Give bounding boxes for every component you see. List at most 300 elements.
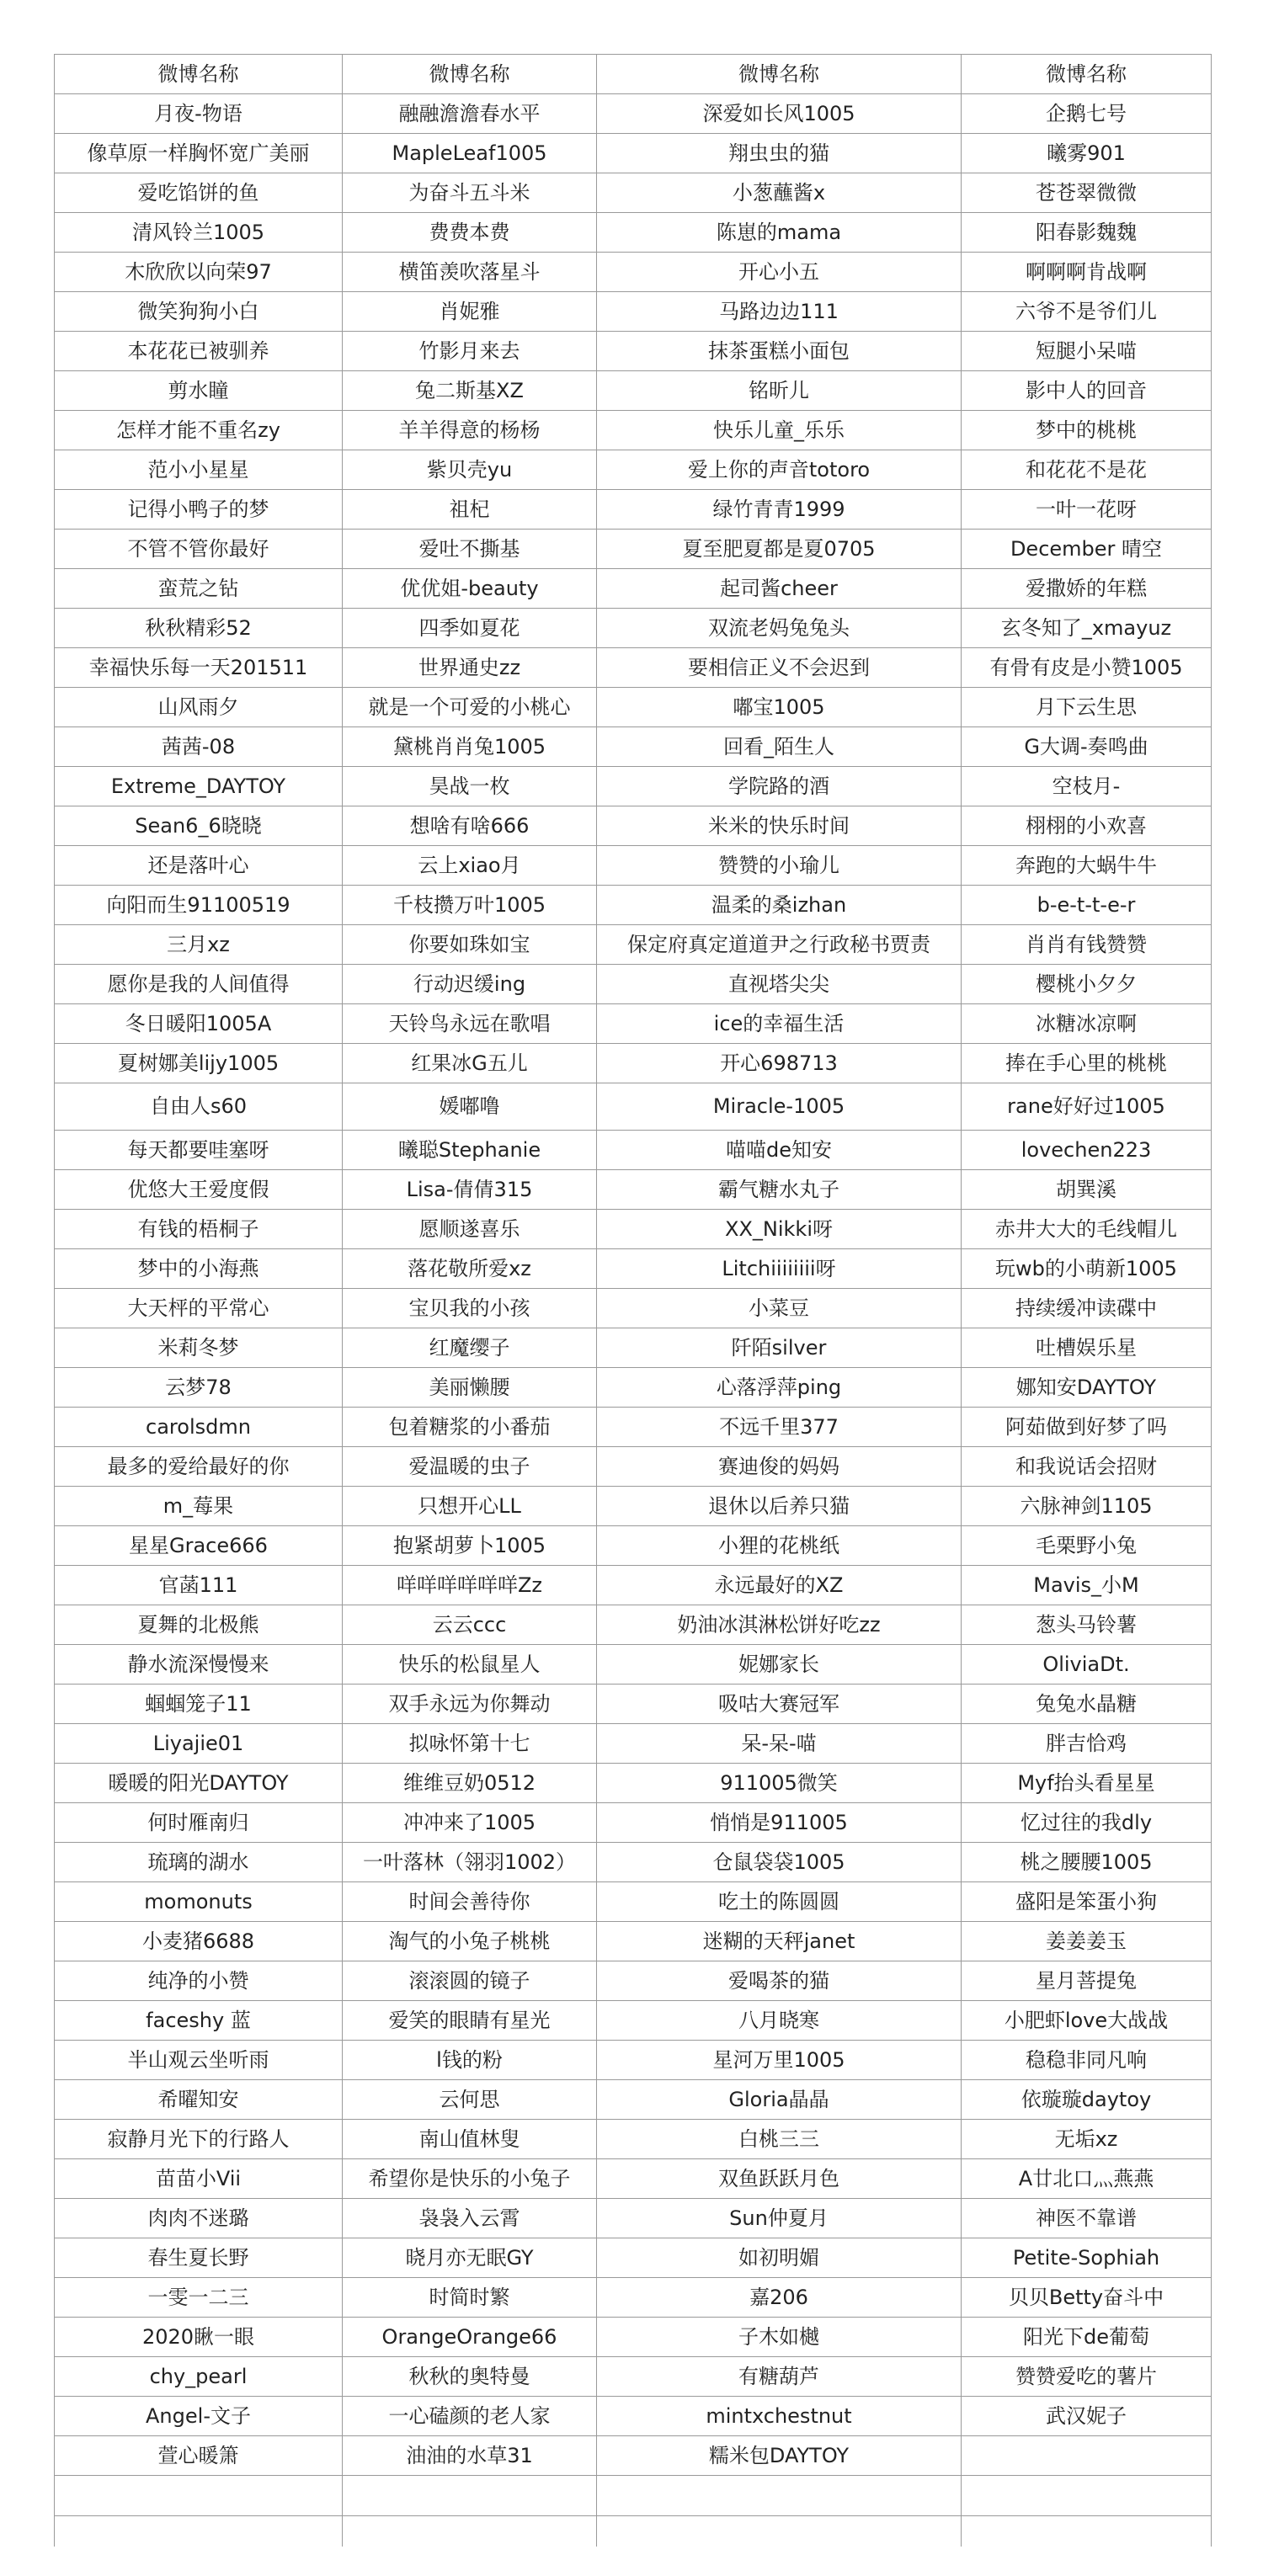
table-cell[interactable]: 一叶一花呀	[962, 490, 1212, 530]
table-row	[55, 2357, 1212, 2397]
table-cell[interactable]: 宝贝我的小孩	[343, 1289, 597, 1328]
table-cell[interactable]: 夏树娜美lijy1005	[55, 1044, 343, 1083]
empty-cell[interactable]	[55, 2516, 343, 2547]
table-cell[interactable]: 天铃鸟永远在歌唱	[343, 1004, 597, 1044]
table-cell[interactable]: 曦雾901	[962, 134, 1212, 173]
table-cell[interactable]: 萱心暖箫	[55, 2436, 343, 2476]
table-cell[interactable]: 剪水瞳	[55, 371, 343, 411]
table-cell[interactable]: 阳春影魏魏	[962, 213, 1212, 253]
table-cell[interactable]: 姜姜姜玉	[962, 1922, 1212, 1961]
table-cell[interactable]: 月下云生思	[962, 688, 1212, 727]
table-cell[interactable]: 吐槽娱乐星	[962, 1328, 1212, 1368]
table-cell[interactable]: 白桃三三	[597, 2120, 962, 2159]
table-cell[interactable]: 秋秋精彩52	[55, 609, 343, 648]
table-cell[interactable]: 毛栗野小兔	[962, 1526, 1212, 1566]
table-cell[interactable]: 和花花不是花	[962, 450, 1212, 490]
table-row	[55, 648, 1212, 688]
table-cell[interactable]: 梦中的桃桃	[962, 411, 1212, 450]
table-cell[interactable]: 祖杞	[343, 490, 597, 530]
table-cell[interactable]	[962, 2436, 1212, 2476]
empty-row	[55, 2476, 1212, 2516]
table-cell[interactable]: 阿茹做到好梦了吗	[962, 1408, 1212, 1447]
table-cell[interactable]: 有骨有皮是小赞1005	[962, 648, 1212, 688]
table-cell[interactable]: 短腿小呆喵	[962, 332, 1212, 371]
table-cell[interactable]: lovechen223	[962, 1131, 1212, 1170]
table-cell[interactable]: 为奋斗五斗米	[343, 173, 597, 213]
table-cell[interactable]: 夏舞的北极熊	[55, 1605, 343, 1645]
table-cell[interactable]: 云何思	[343, 2080, 597, 2120]
table-cell[interactable]: 铭昕儿	[597, 371, 962, 411]
table-cell[interactable]: 奔跑的大蜗牛牛	[962, 846, 1212, 886]
table-cell[interactable]: rane好好过1005	[962, 1083, 1212, 1131]
table-cell[interactable]: 爱吃馅饼的鱼	[55, 173, 343, 213]
table-cell[interactable]: 行动迟缓ing	[343, 965, 597, 1004]
table-cell[interactable]: 冬日暖阳1005A	[55, 1004, 343, 1044]
table-row	[55, 173, 1212, 213]
table-cell[interactable]: 抱紧胡萝卜1005	[343, 1526, 597, 1566]
table-row	[55, 1004, 1212, 1044]
table-row	[55, 1044, 1212, 1083]
column-header: 微博名称	[55, 55, 343, 94]
table-cell[interactable]: 冰糖冰凉啊	[962, 1004, 1212, 1044]
table-cell[interactable]: 愿顺遂喜乐	[343, 1210, 597, 1249]
table-cell[interactable]: 爱吐不撕基	[343, 530, 597, 569]
table-cell[interactable]: 袅袅入云霄	[343, 2199, 597, 2238]
table-cell[interactable]: 吃土的陈圆圆	[597, 1882, 962, 1922]
table-row	[55, 1249, 1212, 1289]
table-cell[interactable]: 咩咩咩咩咩咩Zz	[343, 1566, 597, 1605]
table-cell[interactable]: Miracle-1005	[597, 1083, 962, 1131]
table-cell[interactable]: 世界通史zz	[343, 648, 597, 688]
table-cell[interactable]: 一心磕颜的老人家	[343, 2397, 597, 2436]
table-row	[55, 1083, 1212, 1131]
table-cell[interactable]: 夏至肥夏都是夏0705	[597, 530, 962, 569]
table-cell[interactable]: 你要如珠如宝	[343, 925, 597, 965]
table-cell[interactable]: 玄冬知了_xmayuz	[962, 609, 1212, 648]
table-row	[55, 1882, 1212, 1922]
table-row	[55, 490, 1212, 530]
table-row	[55, 1487, 1212, 1526]
table-cell[interactable]: 开心698713	[597, 1044, 962, 1083]
table-cell[interactable]: 空枝月-	[962, 767, 1212, 806]
table-cell[interactable]: 陈崽的mama	[597, 213, 962, 253]
table-cell[interactable]: 本花花已被驯养	[55, 332, 343, 371]
table-cell[interactable]: 奶油冰淇淋松饼好吃zz	[597, 1605, 962, 1645]
table-cell[interactable]: 蝈蝈笼子11	[55, 1685, 343, 1724]
empty-cell[interactable]	[962, 2476, 1212, 2516]
empty-cell[interactable]	[597, 2516, 962, 2547]
table-cell[interactable]: 每天都要哇塞呀	[55, 1131, 343, 1170]
table-cell[interactable]: 优悠大王爱度假	[55, 1170, 343, 1210]
table-cell[interactable]: 啊啊啊肯战啊	[962, 253, 1212, 292]
header-row	[55, 55, 1212, 94]
table-cell[interactable]: 春生夏长野	[55, 2238, 343, 2278]
table-row	[55, 1131, 1212, 1170]
table-cell[interactable]: 山风雨夕	[55, 688, 343, 727]
table-cell[interactable]: 起司酱cheer	[597, 569, 962, 609]
column-header: 微博名称	[597, 55, 962, 94]
table-cell[interactable]: 深爱如长风1005	[597, 94, 962, 134]
table-cell[interactable]: 落花敬所爱xz	[343, 1249, 597, 1289]
table-row	[55, 2318, 1212, 2357]
table-cell[interactable]: 千枝攒万叶1005	[343, 886, 597, 925]
table-cell[interactable]: 糯米包DAYTOY	[597, 2436, 962, 2476]
table-cell[interactable]: 胡巽溪	[962, 1170, 1212, 1210]
table-cell[interactable]: 马路边边111	[597, 292, 962, 332]
table-cell[interactable]: 爱上你的声音totoro	[597, 450, 962, 490]
table-cell[interactable]: XX_Nikki呀	[597, 1210, 962, 1249]
table-cell[interactable]: OrangeOrange66	[343, 2318, 597, 2357]
table-cell[interactable]: 梦中的小海燕	[55, 1249, 343, 1289]
empty-cell[interactable]	[343, 2476, 597, 2516]
table-cell[interactable]: 记得小鸭子的梦	[55, 490, 343, 530]
spreadsheet	[54, 54, 1211, 2547]
table-cell[interactable]: 学院路的酒	[597, 767, 962, 806]
table-cell[interactable]: 微笑狗狗小白	[55, 292, 343, 332]
table-cell[interactable]: Litchiiiiiiii呀	[597, 1249, 962, 1289]
empty-cell[interactable]	[343, 2516, 597, 2547]
table-cell[interactable]: A廿北口灬燕燕	[962, 2159, 1212, 2199]
table-cell[interactable]: 苍苍翠微微	[962, 173, 1212, 213]
table-row	[55, 1685, 1212, 1724]
table-row	[55, 213, 1212, 253]
table-row	[55, 2120, 1212, 2159]
table-cell[interactable]: 寂静月光下的行路人	[55, 2120, 343, 2159]
table-cell[interactable]: 愿你是我的人间值得	[55, 965, 343, 1004]
table-cell[interactable]: 媛嘟噜	[343, 1083, 597, 1131]
table-cell[interactable]: 赛迪俊的妈妈	[597, 1447, 962, 1487]
table-cell[interactable]: 如初明媚	[597, 2238, 962, 2278]
table-cell[interactable]: 绿竹青青1999	[597, 490, 962, 530]
table-cell[interactable]: carolsdmn	[55, 1408, 343, 1447]
table-cell[interactable]: 羊羊得意的杨杨	[343, 411, 597, 450]
table-cell[interactable]: 维维豆奶0512	[343, 1764, 597, 1803]
table-cell[interactable]: 喵喵de知安	[597, 1131, 962, 1170]
table-cell[interactable]: 只想开心LL	[343, 1487, 597, 1526]
column-header: 微博名称	[962, 55, 1212, 94]
table-cell[interactable]: 还是落叶心	[55, 846, 343, 886]
table-cell[interactable]: 樱桃小夕夕	[962, 965, 1212, 1004]
table-row	[55, 1922, 1212, 1961]
table-cell[interactable]: Lisa-倩倩315	[343, 1170, 597, 1210]
table-cell[interactable]: Mavis_小M	[962, 1566, 1212, 1605]
table-cell[interactable]: MapleLeaf1005	[343, 134, 597, 173]
table-cell[interactable]: 星月菩提兔	[962, 1961, 1212, 2001]
empty-cell[interactable]	[55, 2476, 343, 2516]
table-cell[interactable]: 苗苗小Vii	[55, 2159, 343, 2199]
table-cell[interactable]: 融融澹澹春水平	[343, 94, 597, 134]
table-row	[55, 1803, 1212, 1843]
table-cell[interactable]: 阳光下de葡萄	[962, 2318, 1212, 2357]
table-cell[interactable]: 兔二斯基XZ	[343, 371, 597, 411]
table-cell[interactable]: 吸咕大赛冠军	[597, 1685, 962, 1724]
table-cell[interactable]: 影中人的回音	[962, 371, 1212, 411]
table-cell[interactable]: 一雯一二三	[55, 2278, 343, 2318]
weibo-name-table	[54, 54, 1212, 2547]
table-cell[interactable]: 娜知安DAYTOY	[962, 1368, 1212, 1408]
table-cell[interactable]: 冲冲来了1005	[343, 1803, 597, 1843]
table-cell[interactable]: 2020瞅一眼	[55, 2318, 343, 2357]
table-cell[interactable]: 拟咏怀第十七	[343, 1724, 597, 1764]
table-cell[interactable]: Angel-文子	[55, 2397, 343, 2436]
table-cell[interactable]: 竹影月来去	[343, 332, 597, 371]
table-cell[interactable]: 双手永远为你舞动	[343, 1685, 597, 1724]
empty-row	[55, 2516, 1212, 2547]
table-cell[interactable]: 费费本费	[343, 213, 597, 253]
table-cell[interactable]: 要相信正义不会迟到	[597, 648, 962, 688]
table-cell[interactable]: 最多的爱给最好的你	[55, 1447, 343, 1487]
table-cell[interactable]: 退休以后养只猫	[597, 1487, 962, 1526]
table-row	[55, 1289, 1212, 1328]
table-row	[55, 2001, 1212, 2041]
table-cell[interactable]: 曦聪Stephanie	[343, 1131, 597, 1170]
table-cell[interactable]: 永远最好的XZ	[597, 1566, 962, 1605]
table-cell[interactable]: Petite-Sophiah	[962, 2238, 1212, 2278]
table-cell[interactable]: 爱撒娇的年糕	[962, 569, 1212, 609]
table-cell[interactable]: 回看_陌生人	[597, 727, 962, 767]
table-row	[55, 806, 1212, 846]
table-row	[55, 2278, 1212, 2318]
table-cell[interactable]: 胖吉恰鸡	[962, 1724, 1212, 1764]
table-cell[interactable]: 木欣欣以向荣97	[55, 253, 343, 292]
table-cell[interactable]: 温柔的桑izhan	[597, 886, 962, 925]
table-cell[interactable]: G大调-奏鸣曲	[962, 727, 1212, 767]
table-cell[interactable]: 神医不靠谱	[962, 2199, 1212, 2238]
table-cell[interactable]: 赞赞爱吃的薯片	[962, 2357, 1212, 2397]
table-cell[interactable]: 纯净的小赞	[55, 1961, 343, 2001]
table-row	[55, 411, 1212, 450]
table-cell[interactable]: 星星Grace666	[55, 1526, 343, 1566]
table-cell[interactable]: 包着糖浆的小番茄	[343, 1408, 597, 1447]
table-cell[interactable]: 有钱的梧桐子	[55, 1210, 343, 1249]
table-cell[interactable]: 无垢xz	[962, 2120, 1212, 2159]
table-cell[interactable]: 和我说话会招财	[962, 1447, 1212, 1487]
table-cell[interactable]: b-e-t-t-e-r	[962, 886, 1212, 925]
table-cell[interactable]: 赞赞的小瑜儿	[597, 846, 962, 886]
table-cell[interactable]: 快乐的松鼠星人	[343, 1645, 597, 1685]
table-cell[interactable]: m_莓果	[55, 1487, 343, 1526]
table-cell[interactable]: 像草原一样胸怀宽广美丽	[55, 134, 343, 173]
table-cell[interactable]: 直视塔尖尖	[597, 965, 962, 1004]
table-cell[interactable]: 南山值林叟	[343, 2120, 597, 2159]
table-cell[interactable]: 武汉妮子	[962, 2397, 1212, 2436]
table-cell[interactable]: Extreme_DAYTOY	[55, 767, 343, 806]
table-row	[55, 767, 1212, 806]
table-cell[interactable]: 翔虫虫的猫	[597, 134, 962, 173]
table-row	[55, 886, 1212, 925]
table-cell[interactable]: 迷糊的天秤janet	[597, 1922, 962, 1961]
table-cell[interactable]: 四季如夏花	[343, 609, 597, 648]
table-cell[interactable]: 嘟宝1005	[597, 688, 962, 727]
table-cell[interactable]: 半山观云坐听雨	[55, 2041, 343, 2080]
table-cell[interactable]: 兔兔水晶糖	[962, 1685, 1212, 1724]
table-cell[interactable]: 米莉冬梦	[55, 1328, 343, 1368]
table-row	[55, 846, 1212, 886]
table-cell[interactable]: 云云ccc	[343, 1605, 597, 1645]
table-cell[interactable]: 星河万里1005	[597, 2041, 962, 2080]
table-cell[interactable]: 蛮荒之钻	[55, 569, 343, 609]
table-cell[interactable]: 抹茶蛋糕小面包	[597, 332, 962, 371]
table-row	[55, 1764, 1212, 1803]
table-cell[interactable]: 横笛羡吹落星斗	[343, 253, 597, 292]
table-cell[interactable]: 爱笑的眼睛有星光	[343, 2001, 597, 2041]
table-row	[55, 1447, 1212, 1487]
table-cell[interactable]: 红果冰G五儿	[343, 1044, 597, 1083]
table-cell[interactable]: 小菜豆	[597, 1289, 962, 1328]
table-cell[interactable]: 911005微笑	[597, 1764, 962, 1803]
table-cell[interactable]: 快乐儿童_乐乐	[597, 411, 962, 450]
table-cell[interactable]: momonuts	[55, 1882, 343, 1922]
table-cell[interactable]: 小葱蘸酱x	[597, 173, 962, 213]
table-cell[interactable]: 紫贝壳yu	[343, 450, 597, 490]
table-cell[interactable]: 小肥虾love大战战	[962, 2001, 1212, 2041]
table-cell[interactable]: 盛阳是笨蛋小狗	[962, 1882, 1212, 1922]
table-cell[interactable]: 何时雁南归	[55, 1803, 343, 1843]
table-cell[interactable]: 怎样才能不重名zy	[55, 411, 343, 450]
table-cell[interactable]: 不管不管你最好	[55, 530, 343, 569]
table-cell[interactable]: 月夜-物语	[55, 94, 343, 134]
table-cell[interactable]: ice的幸福生活	[597, 1004, 962, 1044]
table-cell[interactable]: 想啥有啥666	[343, 806, 597, 846]
table-cell[interactable]: 晓月亦无眠GY	[343, 2238, 597, 2278]
table-cell[interactable]: 茜茜-08	[55, 727, 343, 767]
column-header: 微博名称	[343, 55, 597, 94]
table-cell[interactable]: 静水流深慢慢来	[55, 1645, 343, 1685]
table-cell[interactable]: 爱喝茶的猫	[597, 1961, 962, 2001]
table-cell[interactable]: 妮娜家长	[597, 1645, 962, 1685]
table-cell[interactable]: 八月晓寒	[597, 2001, 962, 2041]
table-cell[interactable]: 官菡111	[55, 1566, 343, 1605]
table-cell[interactable]: 企鹅七号	[962, 94, 1212, 134]
table-cell[interactable]: 小麦猪6688	[55, 1922, 343, 1961]
table-cell[interactable]: 栩栩的小欢喜	[962, 806, 1212, 846]
table-cell[interactable]: chy_pearl	[55, 2357, 343, 2397]
table-row	[55, 1170, 1212, 1210]
table-cell[interactable]: Myf抬头看星星	[962, 1764, 1212, 1803]
table-cell[interactable]: 悄悄是911005	[597, 1803, 962, 1843]
table-cell[interactable]: 葱头马铃薯	[962, 1605, 1212, 1645]
table-cell[interactable]: 小狸的花桃纸	[597, 1526, 962, 1566]
table-cell[interactable]: 双鱼跃跃月色	[597, 2159, 962, 2199]
table-cell[interactable]: 肖肖有钱赞赞	[962, 925, 1212, 965]
table-cell[interactable]: 爱温暖的虫子	[343, 1447, 597, 1487]
table-cell[interactable]: 依璇璇daytoy	[962, 2080, 1212, 2120]
table-row	[55, 2397, 1212, 2436]
table-row	[55, 1526, 1212, 1566]
table-cell[interactable]: 心落浮萍ping	[597, 1368, 962, 1408]
table-cell[interactable]: 忆过往的我dly	[962, 1803, 1212, 1843]
table-cell[interactable]: 子木如樾	[597, 2318, 962, 2357]
table-cell[interactable]: 幸福快乐每一天201511	[55, 648, 343, 688]
table-row	[55, 2238, 1212, 2278]
table-cell[interactable]: 双流老妈兔兔头	[597, 609, 962, 648]
table-cell[interactable]: 有糖葫芦	[597, 2357, 962, 2397]
table-cell[interactable]: 美丽懒腰	[343, 1368, 597, 1408]
table-cell[interactable]: 持续缓冲读碟中	[962, 1289, 1212, 1328]
table-cell[interactable]: 油油的水草31	[343, 2436, 597, 2476]
table-cell[interactable]: 稳稳非同凡响	[962, 2041, 1212, 2080]
table-cell[interactable]: 自由人s60	[55, 1083, 343, 1131]
table-cell[interactable]: 红魔缨子	[343, 1328, 597, 1368]
table-cell[interactable]: 仓鼠袋袋1005	[597, 1843, 962, 1882]
table-cell[interactable]: 希曜知安	[55, 2080, 343, 2120]
empty-cell[interactable]	[962, 2516, 1212, 2547]
table-cell[interactable]: l钱的粉	[343, 2041, 597, 2080]
table-cell[interactable]: 淘气的小兔子桃桃	[343, 1922, 597, 1961]
table-cell[interactable]: 优优姐-beauty	[343, 569, 597, 609]
table-cell[interactable]: 嘉206	[597, 2278, 962, 2318]
table-cell[interactable]: 云上xiao月	[343, 846, 597, 886]
table-body	[55, 94, 1212, 2547]
table-row	[55, 925, 1212, 965]
table-cell[interactable]: December 晴空	[962, 530, 1212, 569]
table-cell[interactable]: 昊战一枚	[343, 767, 597, 806]
table-cell[interactable]: 保定府真定道道尹之行政秘书贾责	[597, 925, 962, 965]
table-cell[interactable]: 时简时繁	[343, 2278, 597, 2318]
table-row	[55, 569, 1212, 609]
table-row	[55, 450, 1212, 490]
table-cell[interactable]: 捧在手心里的桃桃	[962, 1044, 1212, 1083]
table-cell[interactable]: 黛桃肖肖兔1005	[343, 727, 597, 767]
table-cell[interactable]: 霸气糖水丸子	[597, 1170, 962, 1210]
table-cell[interactable]: Sun仲夏月	[597, 2199, 962, 2238]
table-cell[interactable]: 阡陌silver	[597, 1328, 962, 1368]
table-cell[interactable]: 秋秋的奥特曼	[343, 2357, 597, 2397]
table-cell[interactable]: 三月xz	[55, 925, 343, 965]
table-cell[interactable]: 六爷不是爷们儿	[962, 292, 1212, 332]
table-cell[interactable]: 玩wb的小萌新1005	[962, 1249, 1212, 1289]
table-row	[55, 1605, 1212, 1645]
table-cell[interactable]: 开心小五	[597, 253, 962, 292]
table-cell[interactable]: mintxchestnut	[597, 2397, 962, 2436]
table-cell[interactable]: 清风铃兰1005	[55, 213, 343, 253]
table-cell[interactable]: Liyajie01	[55, 1724, 343, 1764]
table-cell[interactable]: Sean6_6晓晓	[55, 806, 343, 846]
table-cell[interactable]: 不远千里377	[597, 1408, 962, 1447]
table-row	[55, 1645, 1212, 1685]
table-row	[55, 530, 1212, 569]
table-row	[55, 1961, 1212, 2001]
table-cell[interactable]: 就是一个可爱的小桃心	[343, 688, 597, 727]
table-cell[interactable]: 肖妮雅	[343, 292, 597, 332]
table-cell[interactable]: 暖暖的阳光DAYTOY	[55, 1764, 343, 1803]
table-row	[55, 1566, 1212, 1605]
table-row	[55, 94, 1212, 134]
table-row	[55, 253, 1212, 292]
table-cell[interactable]: Gloria晶晶	[597, 2080, 962, 2120]
table-cell[interactable]: 米米的快乐时间	[597, 806, 962, 846]
table-row	[55, 292, 1212, 332]
table-cell[interactable]: 琉璃的湖水	[55, 1843, 343, 1882]
table-cell[interactable]: 范小小星星	[55, 450, 343, 490]
table-cell[interactable]: 大天枰的平常心	[55, 1289, 343, 1328]
table-cell[interactable]: 六脉神剑1105	[962, 1487, 1212, 1526]
table-cell[interactable]: 向阳而生91100519	[55, 886, 343, 925]
table-cell[interactable]: faceshy 蓝	[55, 2001, 343, 2041]
table-cell[interactable]: 希望你是快乐的小兔子	[343, 2159, 597, 2199]
table-cell[interactable]: 桃之腰腰1005	[962, 1843, 1212, 1882]
table-cell[interactable]: 肉肉不迷璐	[55, 2199, 343, 2238]
table-cell[interactable]: 贝贝Betty奋斗中	[962, 2278, 1212, 2318]
table-cell[interactable]: OliviaDt.	[962, 1645, 1212, 1685]
table-cell[interactable]: 云梦78	[55, 1368, 343, 1408]
table-cell[interactable]: 滚滚圆的镜子	[343, 1961, 597, 2001]
table-cell[interactable]: 赤井大大的毛线帽儿	[962, 1210, 1212, 1249]
table-cell[interactable]: 一叶落林（翎羽1002）	[343, 1843, 597, 1882]
table-cell[interactable]: 时间会善待你	[343, 1882, 597, 1922]
table-cell[interactable]: 呆-呆-喵	[597, 1724, 962, 1764]
empty-cell[interactable]	[597, 2476, 962, 2516]
